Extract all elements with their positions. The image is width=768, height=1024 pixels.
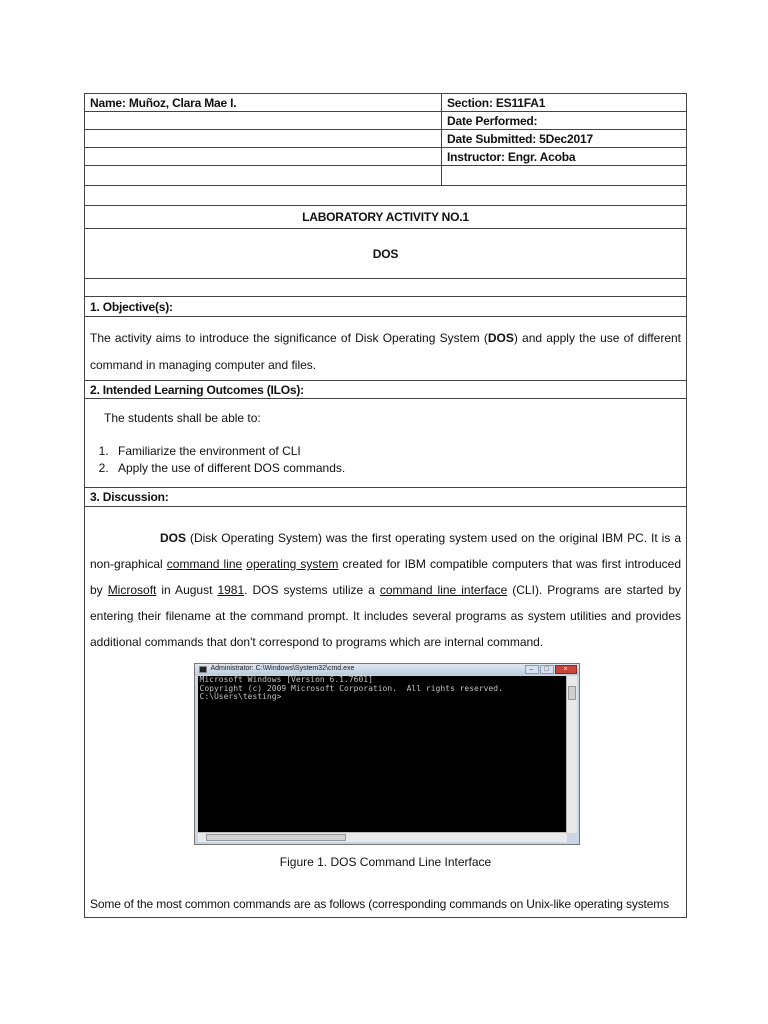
- discussion-text: (Disk Operating System) was the first operating system used on the original IBM PC. It is a non-graphical: [90, 531, 681, 571]
- empty-cell: [85, 166, 442, 186]
- close-icon: ×: [555, 665, 577, 674]
- link-operating-system[interactable]: operating system: [246, 557, 339, 571]
- scroll-thumb: [206, 834, 346, 841]
- empty-cell: [85, 148, 442, 166]
- ilo-body-row: [85, 399, 687, 488]
- vertical-scrollbar: [566, 676, 577, 833]
- link-microsoft[interactable]: Microsoft: [107, 583, 157, 597]
- window-controls: [525, 665, 577, 674]
- instructor-field: Instructor: Engr. Acoba: [442, 148, 687, 166]
- header-row-4: [85, 148, 687, 166]
- commands-intro-text: Some of the most common commands are as follows (corresponding commands on Unix-like operating systems: [90, 897, 669, 911]
- link-command-line-interface[interactable]: command line interface: [379, 583, 508, 597]
- discussion-paragraph: [90, 525, 681, 655]
- ilo-list: [90, 443, 681, 477]
- ilo-item: 2. Apply the use of different DOS commands.: [112, 460, 681, 477]
- discussion-text: (CLI). Programs are started by entering their filename at the command prompt. It includes several programs as system utilities and provides additional commands that don't correspond to programs which are internal command.: [90, 583, 682, 649]
- header-row-2: [85, 112, 687, 130]
- cmd-window-screenshot: [194, 663, 580, 845]
- discussion-body-row: [85, 507, 687, 918]
- discussion-text: . DOS systems utilize a: [244, 583, 380, 597]
- activity-title: LABORATORY ACTIVITY NO.1: [85, 206, 687, 229]
- ilo-item: 1. Familiarize the environment of CLI: [112, 443, 681, 460]
- cmd-titlebar: [195, 664, 579, 675]
- figure-1: [194, 663, 578, 869]
- link-1981[interactable]: 1981: [217, 583, 245, 597]
- objective-text: [85, 317, 687, 381]
- spacer-row: [85, 279, 687, 297]
- date-performed-field: Date Performed:: [442, 112, 687, 130]
- discussion-content: [85, 507, 687, 918]
- discussion-dos-term: DOS: [160, 531, 187, 545]
- section-field: Section: ES11FA1: [442, 94, 687, 112]
- empty-cell: [85, 112, 442, 130]
- discussion-text: created for IBM compatible computers that was first introduced by: [90, 557, 681, 597]
- figure-caption: Figure 1. DOS Command Line Interface: [279, 855, 492, 869]
- empty-cell: [85, 186, 687, 206]
- discussion-heading: 3. Discussion:: [85, 488, 687, 507]
- discussion-heading-row: [85, 488, 687, 507]
- minimize-icon: –: [525, 665, 539, 674]
- cmd-screen: [198, 676, 567, 833]
- header-row-3: [85, 130, 687, 148]
- topic-row: [85, 229, 687, 279]
- cmd-output-line: Microsoft Windows [Version 6.1.7601]: [199, 676, 373, 684]
- activity-title-row: [85, 206, 687, 229]
- maximize-icon: □: [540, 665, 554, 674]
- ilo-heading: 2. Intended Learning Outcomes (ILOs):: [85, 381, 687, 399]
- empty-cell: [442, 166, 687, 186]
- discussion-text: in August: [156, 583, 218, 597]
- lab-report-sheet: [84, 93, 686, 918]
- header-row-5: [85, 166, 687, 186]
- header-row-1: [85, 94, 687, 112]
- student-name: Name: Muñoz, Clara Mae I.: [85, 94, 442, 112]
- objective-body-row: [85, 317, 687, 381]
- horizontal-scrollbar: [198, 832, 567, 842]
- cmd-window-title: Administrator: C:\Windows\System32\cmd.exe: [210, 665, 355, 672]
- empty-cell: [85, 130, 442, 148]
- empty-cell: [85, 279, 687, 297]
- scroll-thumb: [568, 686, 576, 700]
- topic-title: DOS: [85, 229, 687, 279]
- cmd-output-line: Copyright (c) 2009 Microsoft Corporation. All rights reserved.: [199, 683, 503, 693]
- ilo-content: [85, 399, 687, 488]
- date-submitted-field: Date Submitted: 5Dec2017: [442, 130, 687, 148]
- lab-report-table: [84, 93, 687, 918]
- ilo-heading-row: [85, 381, 687, 399]
- link-command-line[interactable]: command line: [166, 557, 243, 571]
- ilo-lead: The students shall be able to:: [104, 411, 261, 425]
- objective-text-start: The activity aims to introduce the significance of Disk Operating System (: [90, 331, 488, 345]
- objective-heading-row: [85, 297, 687, 317]
- objective-dos-term: DOS: [487, 331, 514, 345]
- spacer-row: [85, 186, 687, 206]
- objective-text-end: ) and apply the use of different command in managing computer and files.: [90, 331, 681, 372]
- cmd-window-icon: [199, 666, 207, 673]
- objective-heading: 1. Objective(s):: [85, 297, 687, 317]
- cmd-prompt-line: C:\Users\testing>: [199, 692, 282, 701]
